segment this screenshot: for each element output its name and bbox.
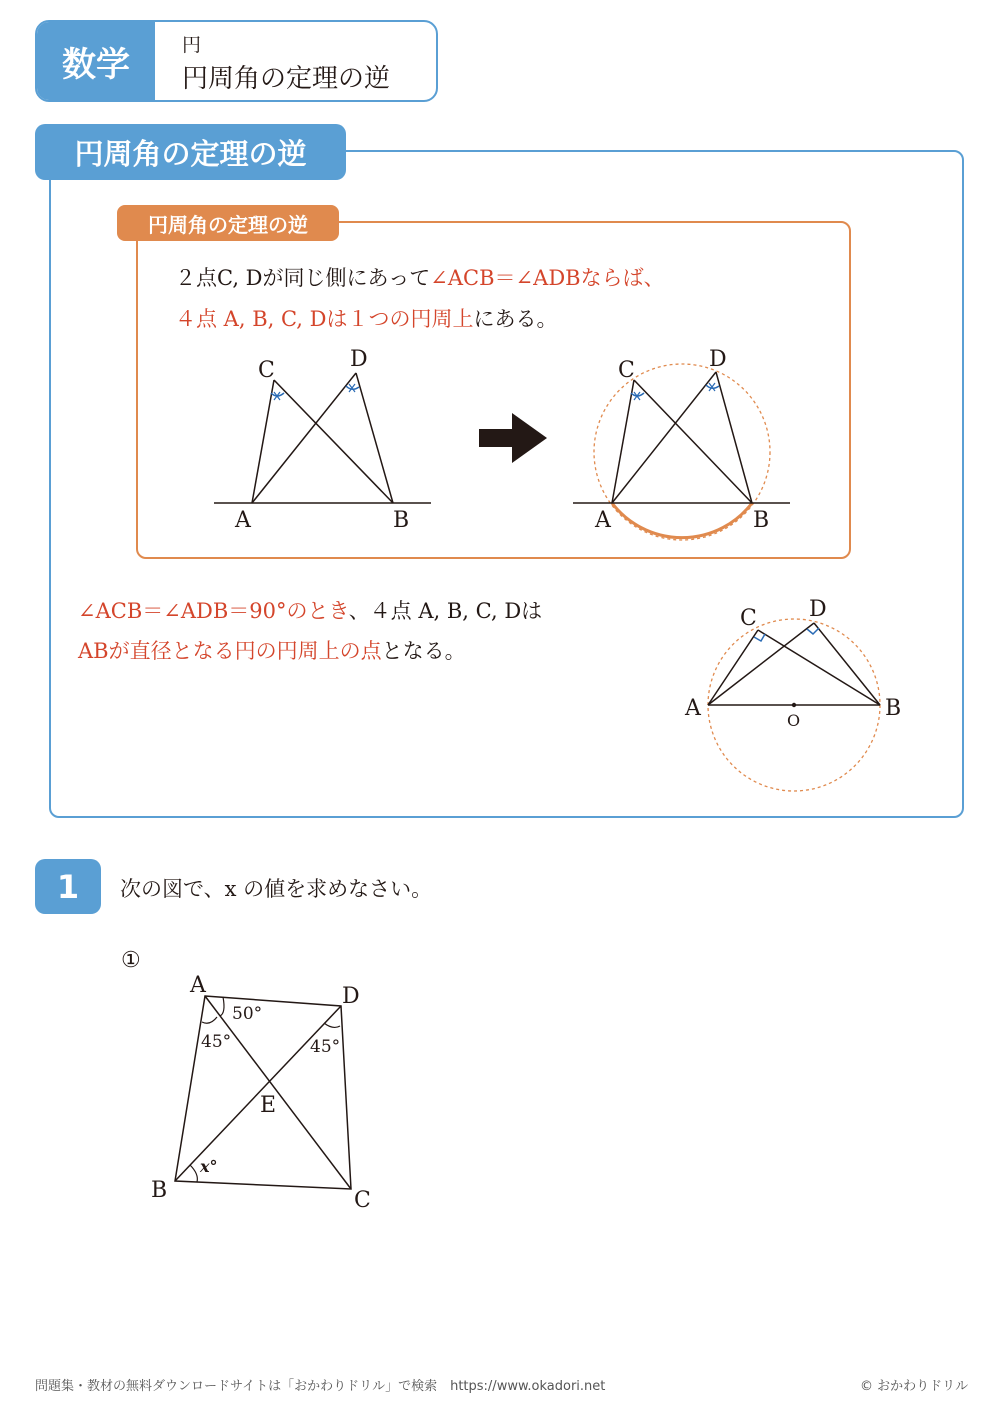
unit-label: 円: [182, 34, 202, 56]
note-line-2: [78, 635, 466, 665]
label-d-left: D: [350, 347, 368, 372]
segment-db-diameter: [814, 623, 880, 705]
diagonal-ac: [205, 996, 351, 1189]
angle-label-d: 45°: [310, 1037, 341, 1057]
theorem-tag: 円周角の定理の逆: [117, 205, 339, 241]
center-point-o: [792, 703, 796, 707]
label-b-question: B: [151, 1178, 168, 1203]
segment-ad-diameter: [708, 623, 814, 705]
footer-copyright: © おかわりドリル: [860, 1379, 969, 1394]
segment-ac-left: [252, 380, 274, 503]
question-number-badge: 1: [35, 859, 101, 914]
angle-arc-dbc: [190, 1165, 197, 1182]
right-angle-mark-d: [807, 628, 819, 634]
angle-arc-dac: [220, 997, 224, 1016]
angle-arc-bdc: [324, 1023, 340, 1027]
note-line-1-black: 、４点 A, B, C, Dは: [348, 599, 543, 623]
diameter-figure: [684, 597, 901, 791]
label-a-right: A: [595, 508, 611, 533]
label-b-right: B: [753, 508, 770, 533]
subject-label: 数学: [37, 22, 155, 100]
label-b-left: B: [393, 508, 410, 533]
note-line-2-red: ABが直径となる円の円周上の点: [78, 639, 382, 663]
question-figure: [151, 973, 371, 1213]
label-d-diameter: D: [809, 597, 827, 622]
note-line-1: [78, 595, 542, 625]
segment-ad-right: [612, 372, 716, 503]
label-a-question: A: [190, 973, 206, 998]
label-c-left: C: [258, 358, 275, 383]
theorem-line-1-red: ∠ACB＝∠ADBならば、: [430, 266, 665, 290]
angle-label-a-top: 50°: [232, 1004, 263, 1024]
segment-cb-diameter: [758, 630, 880, 705]
angle-label-a-left: 45°: [201, 1032, 232, 1052]
segment-cb-right: [634, 380, 752, 503]
angle-label-b-x: x°: [200, 1157, 218, 1176]
label-b-diameter: B: [885, 696, 902, 721]
label-a-diameter: A: [685, 696, 701, 721]
label-c-diameter: C: [740, 606, 757, 631]
topic-label: 円周角の定理の逆: [182, 64, 391, 94]
label-o-diameter: O: [787, 711, 801, 730]
right-angle-mark-c: [754, 634, 765, 641]
diagonal-bd: [175, 1006, 341, 1181]
theorem-line-2-red: ４点 A, B, C, Dは１つの円周上: [175, 307, 474, 331]
segment-ac-diameter: [708, 630, 758, 705]
sub-question-number: ①: [121, 948, 141, 973]
right-arrow-icon: [479, 413, 547, 463]
question-text: 次の図で、x の値を求めなさい。: [120, 877, 433, 901]
label-c-right: C: [618, 358, 635, 383]
label-a-left: A: [235, 508, 251, 533]
theorem-line-2-black: にある。: [473, 307, 558, 331]
theorem-line-1-black: ２点C, Dが同じ側にあって: [175, 266, 431, 290]
note-line-1-red: ∠ACB＝∠ADB＝90°のとき: [78, 599, 349, 623]
label-c-question: C: [354, 1188, 371, 1213]
segment-ad-left: [252, 373, 356, 503]
angle-arc-bac: [202, 1017, 217, 1023]
segment-ac-right: [612, 380, 634, 503]
theorem-figure-left: [214, 347, 431, 533]
label-e-question: E: [260, 1093, 277, 1118]
label-d-right: D: [709, 347, 727, 372]
section-title: 円周角の定理の逆: [35, 124, 346, 180]
label-d-question: D: [342, 984, 360, 1009]
theorem-figure-right: [573, 347, 790, 540]
arc-ab-right: [612, 503, 752, 538]
note-line-2-black: となる。: [381, 639, 466, 663]
footer-left-text: 問題集・教材の無料ダウンロードサイトは「おかわりドリル」で検索 https://www.okadori.net: [35, 1379, 606, 1394]
